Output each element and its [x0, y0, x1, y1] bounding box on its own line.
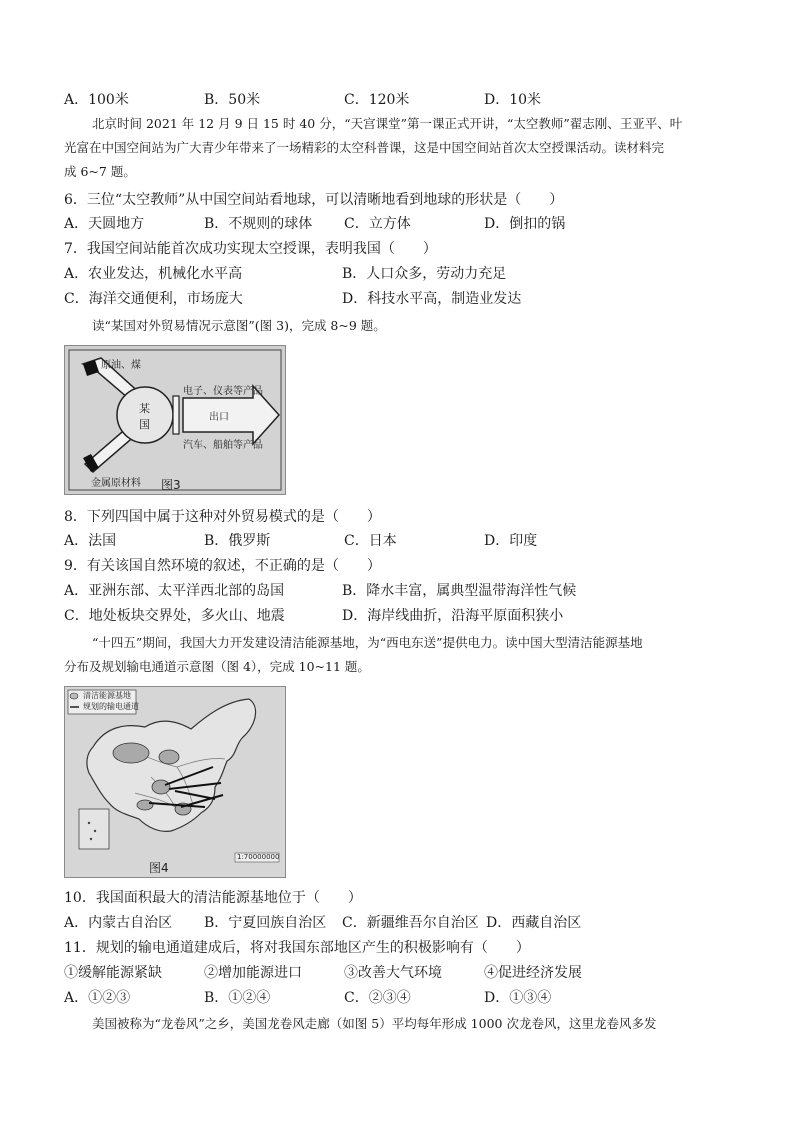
q11-option-a: A．①②③	[64, 990, 131, 1006]
q11-items	[64, 963, 744, 983]
figure3-label-cars: 汽车、船舶等产品	[183, 440, 263, 451]
q11-option-d: D．①③④	[484, 990, 552, 1006]
q10-option-a: A．内蒙古自治区	[64, 915, 173, 931]
q6-option-b: B．不规则的球体	[204, 216, 313, 232]
q10-options	[64, 913, 744, 933]
q6-option-c: C．立方体	[344, 216, 411, 232]
q11-option-c: C．②③④	[344, 990, 411, 1006]
q9-options-row2	[64, 606, 744, 626]
passage2: 读“某国对外贸易情况示意图”(图 3)，完成 8~9 题。	[92, 318, 386, 333]
q11-item-2: ②增加能源进口	[204, 965, 302, 981]
figure4-svg	[65, 687, 285, 877]
q5-option-b: B．50米	[204, 92, 261, 108]
q11-item-1: ①缓解能源紧缺	[64, 965, 162, 981]
q5-option-c: C．120米	[344, 92, 410, 108]
figure3-label-country-1: 某	[139, 402, 150, 415]
q5-options	[64, 90, 744, 110]
q10-option-d: D．西藏自治区	[486, 915, 582, 931]
q8-option-a: A．法国	[64, 533, 117, 549]
q8-option-c: C．日本	[344, 533, 397, 549]
q10-option-b: B．宁夏回族自治区	[204, 915, 327, 931]
q11-item-4: ④促进经济发展	[484, 965, 582, 981]
figure4-scale: 1:70000000	[237, 853, 280, 861]
figure3-label-electronics: 电子、仪表等产品	[183, 386, 263, 397]
passage1-line2: 光富在中国空间站为广大青少年带来了一场精彩的太空科普课，这是中国空间站首次太空授课活动。读材料完	[64, 140, 665, 155]
q6-option-a: A．天圆地方	[64, 216, 145, 232]
q7-stem: 7．我国空间站能首次成功实现太空授课，表明我国（ ）	[64, 241, 437, 257]
passage3-line1: “十四五”期间，我国大力开发建设清洁能源基地，为“西电东送”提供电力。读中国大型清洁能源基地	[92, 635, 643, 650]
figure4-caption: 图4	[149, 861, 169, 875]
q10-stem: 10．我国面积最大的清洁能源基地位于（ ）	[64, 890, 362, 906]
q9-option-c: C．地处板块交界处，多火山、地震	[64, 608, 285, 624]
q7-options-row1	[64, 264, 744, 284]
q9-option-d: D．海岸线曲折，沿海平原面积狭小	[342, 608, 564, 624]
q7-option-b: B．人口众多，劳动力充足	[342, 266, 507, 282]
q11-item-3: ③改善大气环境	[344, 965, 442, 981]
q11-option-b: B．①②④	[204, 990, 271, 1006]
q9-option-b: B．降水丰富，属典型温带海洋性气候	[342, 583, 577, 599]
q8-option-d: D．印度	[484, 533, 538, 549]
q10-option-c: C．新疆维吾尔自治区	[342, 915, 479, 931]
q6-option-d: D．倒扣的锅	[484, 216, 566, 232]
figure4-china-energy-map	[64, 686, 286, 878]
q6-options	[64, 214, 744, 234]
figure4-legend-base: 清洁能源基地	[83, 691, 131, 700]
figure3-label-country-2: 国	[139, 418, 150, 431]
q6-stem: 6．三位“太空教师”从中国空间站看地球，可以清晰地看到地球的形状是（ ）	[64, 192, 564, 208]
figure4-legend-channel: 规划的输电通道	[83, 702, 139, 711]
figure3-label-oil: 原油、煤	[101, 360, 141, 371]
q9-stem: 9．有关该国自然环境的叙述，不正确的是（ ）	[64, 558, 381, 574]
passage3-line2: 分布及规划输电通道示意图（图 4），完成 10~11 题。	[64, 659, 370, 674]
figure3-label-metal: 金属原材料	[91, 478, 141, 489]
q9-options-row1	[64, 581, 744, 601]
q7-option-a: A．农业发达，机械化水平高	[64, 266, 243, 282]
figure3-trade-diagram	[64, 345, 286, 495]
q8-options	[64, 531, 744, 551]
q11-stem: 11．规划的输电通道建成后，将对我国东部地区产生的积极影响有（ ）	[64, 940, 530, 956]
q7-options-row2	[64, 289, 744, 309]
passage1-line3: 成 6~7 题。	[64, 164, 136, 179]
figure3-label-export: 出口	[209, 412, 229, 423]
passage4: 美国被称为“龙卷风”之乡，美国龙卷风走廊（如图 5）平均每年形成 1000 次龙卷风，这里龙卷风多发	[92, 1016, 657, 1031]
q9-option-a: A．亚洲东部、太平洋西北部的岛国	[64, 583, 285, 599]
passage1-line1: 北京时间 2021 年 12 月 9 日 15 时 40 分，“天宫课堂”第一课正式开讲，“太空教师”翟志刚、王亚平、叶	[92, 116, 683, 131]
q5-option-a: A．100米	[64, 92, 129, 108]
q7-option-d: D．科技水平高，制造业发达	[342, 291, 522, 307]
q5-option-d: D．10米	[484, 92, 542, 108]
q7-option-c: C．海洋交通便利，市场庞大	[64, 291, 243, 307]
q11-options	[64, 988, 744, 1008]
figure3-caption: 图3	[161, 478, 181, 492]
figure3-svg	[65, 346, 285, 494]
q8-stem: 8．下列四国中属于这种对外贸易模式的是（ ）	[64, 509, 381, 525]
q8-option-b: B．俄罗斯	[204, 533, 271, 549]
